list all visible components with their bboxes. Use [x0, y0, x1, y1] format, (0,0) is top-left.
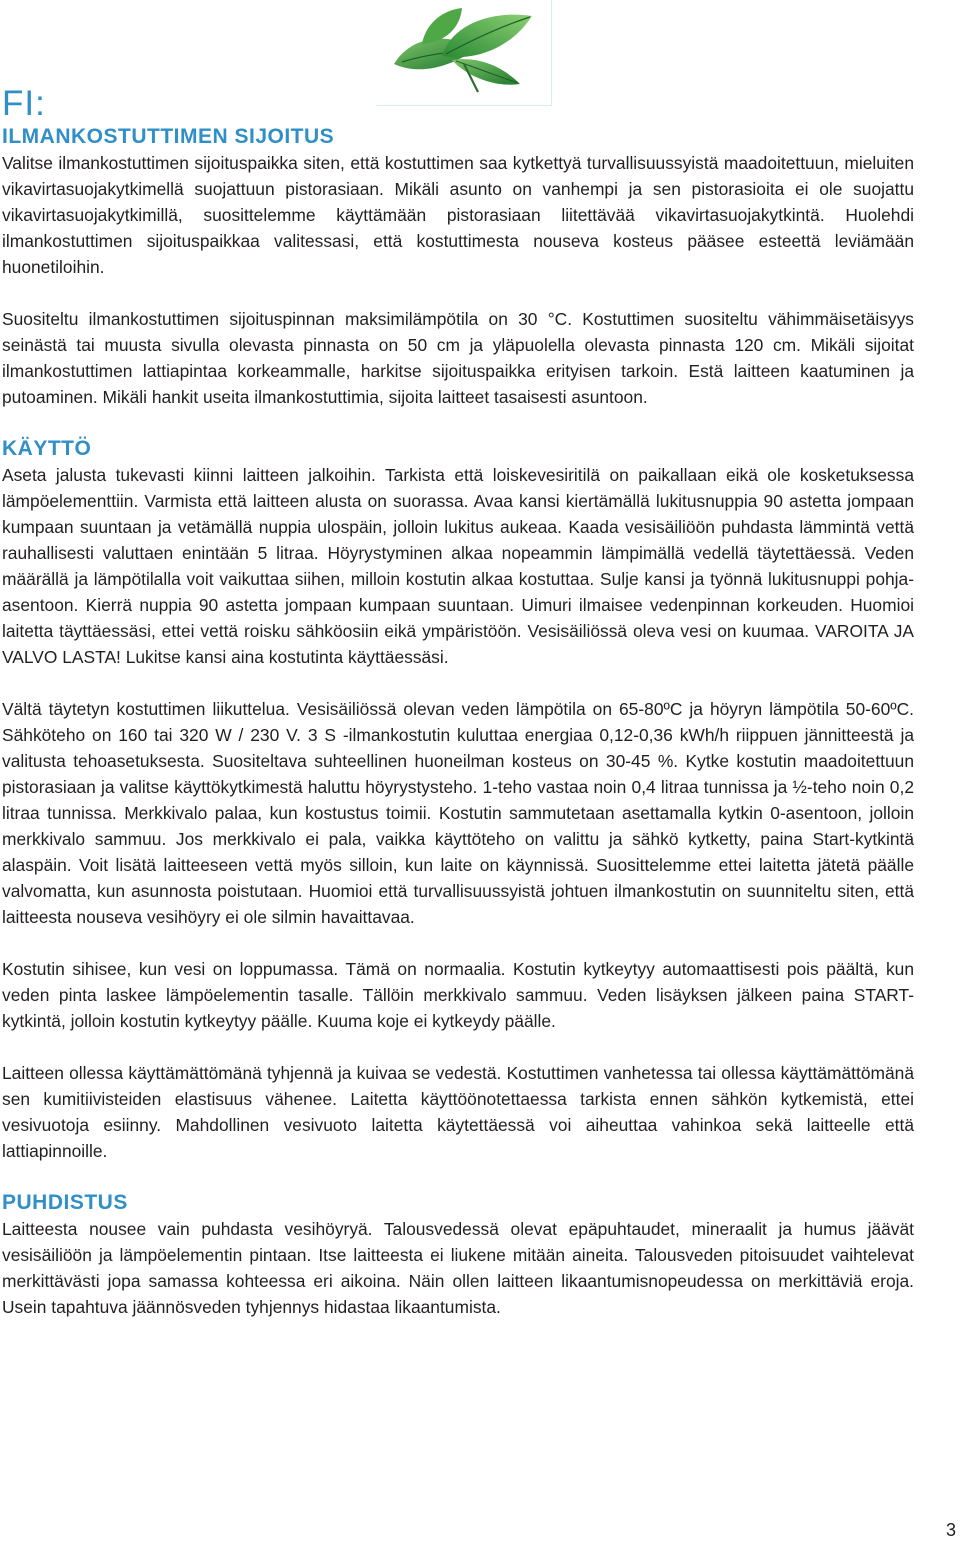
placement-paragraph-1: Valitse ilmankostuttimen sijoituspaikka siten, että kostuttimen saa kytkettyä turvallisuussyistä maadoitettuun, mieluiten vikavirtasuojakytkimellä suojattuun pistorasiaan. Mikäli asunto on vanhempi ja sen pistorasioita ei ole suojattu vikavirtasuojakytkimillä, suosittelemme käyttämään pistorasiaan liitettävää vikavirtasuojakytkintä. Huolehdi ilmankostuttimen sijoituspaikkaa valitessasi, että kostuttimesta nouseva kosteus pääsee esteettä leviämään huonetiloihin. — [2, 153, 914, 277]
usage-paragraph-4: Laitteen ollessa käyttämättömänä tyhjennä ja kuivaa se vedestä. Kostuttimen vanhetessa tai ollessa käyttämättömänä sen kumitiivisteiden elastisuus vähenee. Laitetta käyttöönotettaessa tarkista ennen sähkön kytkemistä, ettei vesivuotoja esiinny. Mahdollinen vesivuoto laitetta käytettäessä voi aiheuttaa vahinkoa sekä laitteelle että lattiapinnoille. — [2, 1063, 914, 1161]
language-code: FI: — [2, 84, 46, 123]
document-body — [2, 84, 914, 1320]
usage-paragraph-1: Aseta jalusta tukevasti kiinni laitteen jalkoihin. Tarkista että loiskevesiritilä on paikallaan eikä ole kosketuksessa lämpöelementtiin. Varmista että laitteen alusta on suorassa. Avaa kansi kiertämällä lukitusnuppia 90 astetta jompaan kumpaan suuntaan ja vetämällä nuppia ulospäin, jolloin lukitus aukeaa. Kaada vesisäiliöön puhdasta lämmintä vettä rauhallisesti valuttaen enintään 5 litraa. Höyrystyminen alkaa nopeammin lämpimällä vedellä täytettäessä. Veden määrällä ja lämpötilalla voit vaikuttaa siihen, milloin kostutin alkaa kostuttaa. Sulje kansi ja työnnä lukitusnuppi pohja-asentoon. Kierrä nuppia 90 astetta jompaan kumpaan suuntaan. Uimuri ilmaisee vedenpinnan korkeuden. Huomioi laitetta täyttäessäsi, ettei vettä roisku sähköosiin eikä ympäristöön. Vesisäiliössä oleva vesi on kuumaa. VAROITA JA VALVO LASTA! Lukitse kansi aina kostutinta käyttäessäsi. — [2, 465, 914, 667]
cleaning-paragraph-1: Laitteesta nousee vain puhdasta vesihöyryä. Talousvedessä olevat epäpuhtaudet, mineraalit ja humus jäävät vesisäiliöön ja lämpöelementin pintaan. Itse laitteesta ei liukene mitään aineita. Talousveden pitoisuudet vaihtelevat merkittävästi jopa samassa kohteessa eri aikoina. Näin ollen laitteen likaantumisnopeudessa on merkittäviä eroja. Usein tapahtuva jäännösveden tyhjennys hidastaa likaantumista. — [2, 1219, 914, 1317]
usage-paragraph-3: Kostutin sihisee, kun vesi on loppumassa. Tämä on normaalia. Kostutin kytkeytyy automaattisesti pois päältä, kun veden pinta laskee lämpöelementin tasalle. Tällöin merkkivalo sammuu. Veden lisäyksen jälkeen paina START-kytkintä, jolloin kostutin kytkeytyy päälle. Kuuma koje ei kytkeydy päälle. — [2, 959, 914, 1031]
page-number: 3 — [945, 1520, 956, 1540]
placement-paragraph-2: Suositeltu ilmankostuttimen sijoituspinnan maksimilämpötila on 30 °C. Kostuttimen suositeltu vähimmäisetäisyys seinästä tai muusta sivulla olevasta pinnasta on 50 cm ja yläpuolella olevasta pinnasta 120 cm. Mikäli sijoitat ilmankostuttimen lattiapintaa korkeammalle, harkitse sijoituspaikka erityisen tarkoin. Estä laitteen kaatuminen ja putoaminen. Mikäli hankit useita ilmankostuttimia, sijoita laitteet tasaisesti asuntoon. — [2, 309, 914, 407]
section-title-usage: KÄYTTÖ — [2, 437, 92, 460]
section-title-placement: ILMANKOSTUTTIMEN SIJOITUS — [2, 125, 335, 148]
section-title-cleaning: PUHDISTUS — [2, 1191, 128, 1214]
usage-paragraph-2: Vältä täytetyn kostuttimen liikuttelua. Vesisäiliössä olevan veden lämpötila on 65-80ºC ja höyryn lämpötila 50-60ºC. Sähköteho on 160 tai 320 W / 230 V. 3 S -ilmankostutin kuluttaa energiaa 0,12-0,36 kWh/h riippuen jännitteestä ja valitusta tehoasetuksesta. Suositeltava suhteellinen huoneilman kosteus on 30-45 %. Kytke kostutin maadoitettuun pistorasiaan ja valitse käyttökytkimestä haluttu höyrystysteho. 1-teho vastaa noin 0,4 litraa tunnissa ja ½-teho noin 0,2 litraa tunnissa. Merkkivalo palaa, kun kostustus toimii. Kostutin sammutetaan asettamalla kytkin 0-asentoon, jolloin merkkivalo sammuu. Jos merkkivalo ei pala, vaikka käyttöteho on valittu ja sähkö kytketty, paina Start-kytkintä alaspäin. Voit lisätä laitteeseen vettä myös silloin, kun laite on käynnissä. Suosittelemme ettei laitetta jätetä päälle valvomatta, kun asunnosta poistutaan. Huomioi että turvallisuussyistä johtuen ilmankostutin on suunniteltu siten, että laitteesta nouseva vesihöyry ei ole silmin havaittavaa. — [2, 699, 914, 927]
